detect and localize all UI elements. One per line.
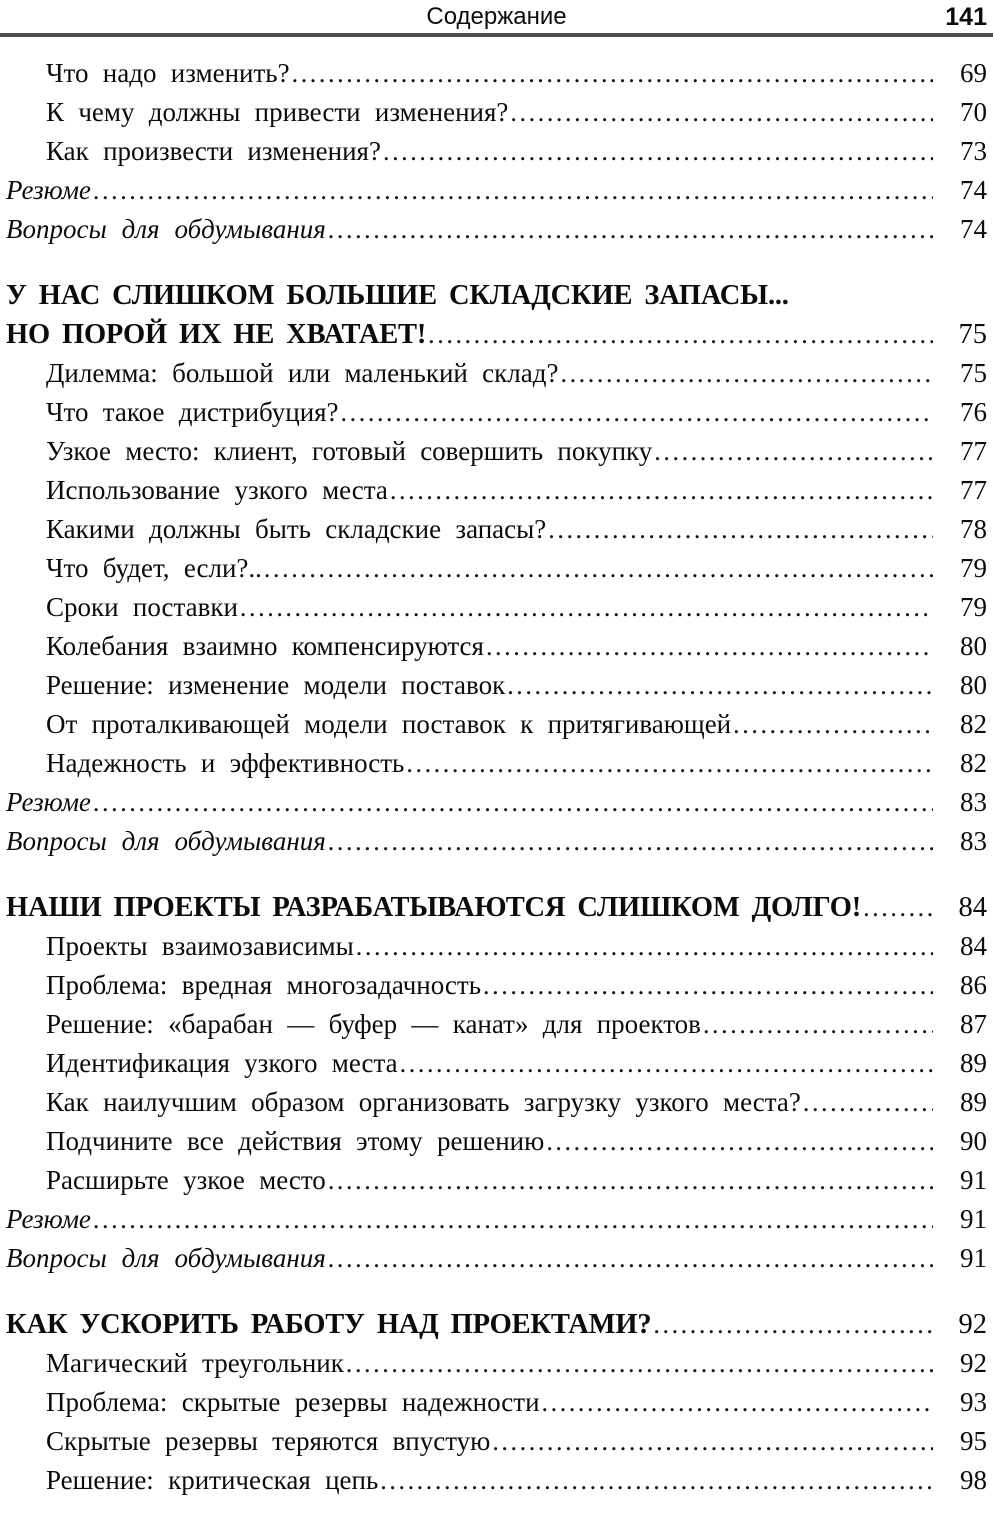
dot-leader (560, 354, 933, 393)
toc-entry-title: Магический треугольник (46, 1348, 344, 1378)
toc-entry-page: 92 (960, 1348, 987, 1378)
toc-entry-page: 83 (960, 787, 987, 817)
toc-entry-page: 77 (960, 436, 987, 466)
toc-entry-title: Вопросы для обдумывания (6, 1243, 326, 1273)
toc-entry-page: 91 (960, 1243, 987, 1273)
toc-entry-title: Вопросы для обдумывания (6, 826, 326, 856)
toc-entry-page: 78 (960, 514, 987, 544)
dot-leader (400, 1044, 933, 1083)
dot-leader (328, 822, 933, 861)
dot-leader (653, 1305, 933, 1344)
toc-entry-title: Решение: изменение модели поставок (46, 670, 506, 700)
toc-entry-row (6, 210, 987, 249)
toc-entry-row (6, 510, 987, 549)
toc-entry-page: 91 (960, 1165, 987, 1195)
toc-entry-page: 74 (960, 214, 987, 244)
toc-entry-row (6, 54, 987, 93)
toc-entry-title: От проталкивающей модели поставок к притягивающей (46, 709, 732, 739)
dot-leader (654, 432, 933, 471)
dot-leader (406, 744, 933, 783)
toc-entry-page: 98 (960, 1465, 987, 1495)
toc-entry-title: Проблема: вредная многозадачность (46, 970, 482, 1000)
dot-leader (542, 1383, 933, 1422)
toc-entry-title: Решение: «барабан — буфер — канат» для проектов (46, 1009, 701, 1039)
toc-list (0, 37, 993, 1500)
toc-chapter-row (6, 315, 987, 354)
toc-entry-page: 87 (960, 1009, 987, 1039)
dot-leader (346, 1344, 933, 1383)
toc-entry-row (6, 549, 987, 588)
toc-entry-page: 82 (960, 709, 987, 739)
page-header-title: Содержание (426, 3, 567, 30)
toc-entry-page: 95 (960, 1426, 987, 1456)
toc-chapter-row (6, 1305, 987, 1344)
dot-leader (240, 588, 933, 627)
dot-leader (546, 1122, 933, 1161)
toc-entry-row (6, 1161, 987, 1200)
toc-chapter-row (6, 276, 987, 315)
dot-leader (93, 1200, 933, 1239)
toc-entry-row (6, 1344, 987, 1383)
toc-entry-title: Что такое дистрибуция? (46, 397, 339, 427)
toc-entry-title: Проекты взаимозависимы (46, 931, 354, 961)
dot-leader (492, 1422, 933, 1461)
toc-entry-title: Решение: критическая цепь (46, 1465, 379, 1495)
toc-entry-row (6, 93, 987, 132)
toc-entry-page: 77 (960, 475, 987, 505)
toc-entry-page: 93 (960, 1387, 987, 1417)
toc-entry-row (6, 783, 987, 822)
page-number: 141 (945, 3, 987, 31)
toc-entry-title: КАК УСКОРИТЬ РАБОТУ НАД ПРОЕКТАМИ? (6, 1309, 652, 1340)
toc-entry-page: 70 (960, 97, 987, 127)
toc-entry-page: 91 (960, 1204, 987, 1234)
toc-entry-page: 92 (958, 1309, 987, 1340)
dot-leader (93, 171, 933, 210)
dot-leader (863, 888, 933, 927)
dot-leader (383, 132, 933, 171)
toc-entry-page: 74 (960, 175, 987, 205)
toc-entry-title: Резюме (6, 787, 91, 817)
toc-entry-title: Резюме (6, 175, 91, 205)
toc-entry-title: Узкое место: клиент, готовый совершить покупку (46, 436, 653, 466)
toc-entry-page: 84 (958, 892, 987, 923)
toc-entry-title: У НАС СЛИШКОМ БОЛЬШИЕ СКЛАДСКИЕ ЗАПАСЫ... (6, 280, 789, 311)
dot-leader (428, 315, 933, 354)
toc-entry-title: Подчините все действия этому решению (46, 1126, 545, 1156)
dot-leader (390, 471, 933, 510)
toc-entry-row (6, 705, 987, 744)
toc-entry-page: 80 (960, 631, 987, 661)
toc-entry-row (6, 432, 987, 471)
toc-entry-title: Что будет, если?.. (46, 553, 262, 583)
toc-entry-title: Идентификация узкого места (46, 1048, 398, 1078)
dot-leader (733, 705, 933, 744)
toc-entry-row (6, 588, 987, 627)
toc-entry-title: НО ПОРОЙ ИХ НЕ ХВАТАЕТ! (6, 319, 427, 350)
toc-entry-page: 84 (960, 931, 987, 961)
toc-entry-row (6, 1122, 987, 1161)
toc-entry-row (6, 171, 987, 210)
toc-entry-title: Использование узкого места (46, 475, 388, 505)
toc-entry-row (6, 471, 987, 510)
dot-leader (328, 1161, 933, 1200)
toc-entry-row (6, 966, 987, 1005)
toc-entry-title: Резюме (6, 1204, 91, 1234)
toc-entry-title: Расширьте узкое место (46, 1165, 326, 1195)
toc-entry-page: 75 (958, 319, 987, 350)
running-head (0, 0, 993, 33)
toc-entry-title: Скрытые резервы теряются впустую (46, 1426, 491, 1456)
toc-entry-title: Колебания взаимно компенсируются (46, 631, 484, 661)
toc-entry-row (6, 927, 987, 966)
toc-entry-row (6, 132, 987, 171)
toc-entry-row (6, 666, 987, 705)
dot-leader (328, 1239, 933, 1278)
dot-leader (292, 54, 933, 93)
toc-entry-row (6, 1239, 987, 1278)
toc-entry-page: 75 (960, 358, 987, 388)
toc-entry-title: НАШИ ПРОЕКТЫ РАЗРАБАТЫВАЮТСЯ СЛИШКОМ ДОЛГО! (6, 892, 862, 923)
toc-entry-page: 82 (960, 748, 987, 778)
toc-entry-row (6, 354, 987, 393)
toc-entry-row (6, 1083, 987, 1122)
toc-entry-title: Как произвести изменения? (46, 136, 381, 166)
toc-entry-row (6, 1044, 987, 1083)
toc-entry-page: 80 (960, 670, 987, 700)
toc-entry-page: 79 (960, 553, 987, 583)
toc-entry-title: Проблема: скрытые резервы надежности (46, 1387, 540, 1417)
toc-entry-page: 73 (960, 136, 987, 166)
toc-entry-row (6, 627, 987, 666)
toc-entry-row (6, 744, 987, 783)
dot-leader (328, 210, 933, 249)
dot-leader (703, 1005, 933, 1044)
dot-leader (486, 627, 933, 666)
toc-chapter-row (6, 888, 987, 927)
toc-entry-title: Какими должны быть складские запасы? (46, 514, 547, 544)
toc-entry-page: 69 (960, 58, 987, 88)
dot-leader (803, 1083, 933, 1122)
toc-entry-title: Как наилучшим образом организовать загрузку узкого места? (46, 1087, 801, 1117)
toc-entry-title: Дилемма: большой или маленький склад? (46, 358, 559, 388)
dot-leader (510, 93, 933, 132)
toc-entry-row (6, 1461, 987, 1500)
toc-entry-title: Надежность и эффективность (46, 748, 405, 778)
toc-entry-row (6, 1200, 987, 1239)
toc-entry-row (6, 1383, 987, 1422)
toc-entry-page: 76 (960, 397, 987, 427)
toc-entry-row (6, 393, 987, 432)
dot-leader (264, 549, 933, 588)
toc-entry-page: 89 (960, 1048, 987, 1078)
toc-entry-page: 89 (960, 1087, 987, 1117)
toc-entry-page: 86 (960, 970, 987, 1000)
toc-entry-page: 90 (960, 1126, 987, 1156)
toc-entry-title: К чему должны привести изменения? (46, 97, 509, 127)
toc-entry-title: Что надо изменить? (46, 58, 290, 88)
toc-entry-title: Сроки поставки (46, 592, 238, 622)
dot-leader (483, 966, 933, 1005)
toc-entry-page: 79 (960, 592, 987, 622)
dot-leader (341, 393, 933, 432)
toc-entry-title: Вопросы для обдумывания (6, 214, 326, 244)
toc-entry-page: 83 (960, 826, 987, 856)
dot-leader (380, 1461, 933, 1500)
toc-entry-row (6, 1422, 987, 1461)
toc-entry-row (6, 1005, 987, 1044)
dot-leader (356, 927, 933, 966)
dot-leader (93, 783, 933, 822)
toc-entry-row (6, 822, 987, 861)
dot-leader (548, 510, 933, 549)
dot-leader (507, 666, 933, 705)
